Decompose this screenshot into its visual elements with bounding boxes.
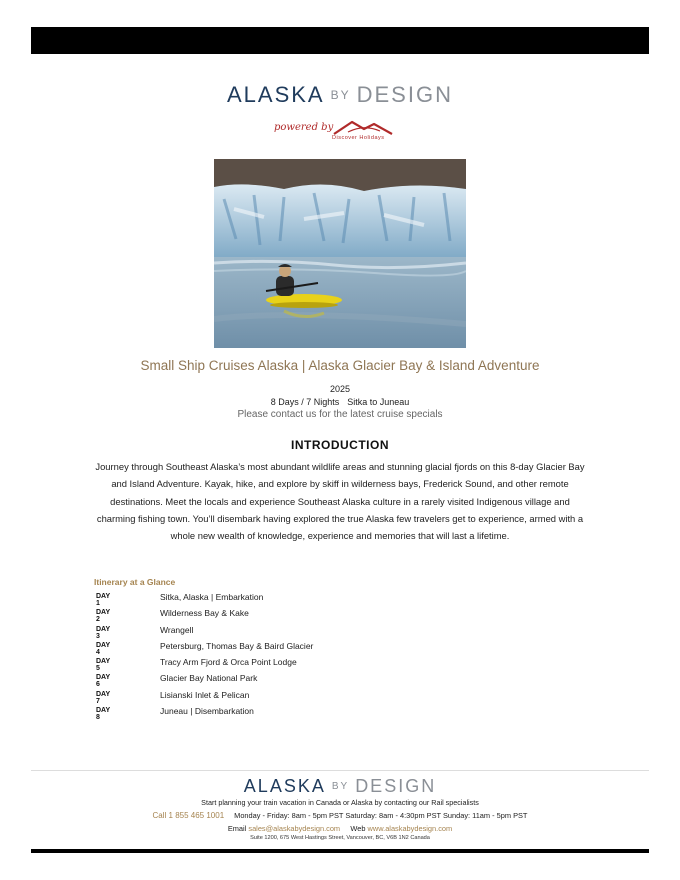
business-hours: Monday - Friday: 8am - 5pm PST Saturday: 8am - 4:30pm PST Sunday: 11am - 5pm PST (234, 811, 528, 820)
itinerary-place: Tracy Arm Fjord & Orca Point Lodge (160, 657, 297, 668)
itinerary-day: DAY 5 (96, 658, 111, 673)
top-black-bar (31, 27, 649, 54)
itinerary-day: DAY 1 (96, 593, 111, 607)
itinerary-place: Wilderness Bay & Kake (160, 608, 249, 619)
itinerary-day: DAY 2 (96, 609, 111, 624)
itinerary-day: DAY 4 (96, 641, 111, 656)
introduction-heading: INTRODUCTION (291, 438, 389, 452)
logo-by: BY (330, 88, 351, 102)
trip-summary (0, 397, 680, 407)
discover-holidays-mark-icon (330, 118, 400, 136)
itinerary-day: DAY 3 (96, 625, 111, 640)
itinerary-day: DAY 6 (96, 674, 111, 689)
itinerary-day: DAY 8 (96, 707, 111, 722)
itinerary-day: DAY 7 (96, 690, 111, 705)
web-label: Web (350, 824, 366, 833)
itinerary-place: Juneau | Disembarkation (160, 706, 254, 717)
footer-tagline: Start planning your train vacation in Canada or Alaska by contacting our Rail specialists (201, 798, 479, 807)
phone-link[interactable]: Call 1 855 465 1001 (152, 811, 225, 820)
trip-duration: 8 Days / 7 Nights (270, 397, 340, 407)
itinerary-heading: Itinerary at a Glance (94, 577, 176, 587)
footer-divider (31, 770, 649, 771)
itinerary-place: Petersburg, Thomas Bay & Baird Glacier (160, 640, 314, 651)
introduction-body: Journey through Southeast Alaska’s most abundant wildlife areas and stunning glacial fjords on this 8-day Glacier Bay and Island Adventure. Kayak, hike, and explore by skiff in wilderness bays, Frederick Sound, and other remote destinations. Meet the locals and experience Southeast Alaska culture in a rarely visited Indigenous village and charming fishing town. You’ll disembark having explored the true Alaska few travelers get to experience, armed with a whole new wealth of knowledge, experience and memories that will last a lifetime. (95, 461, 585, 542)
logo-alaska: ALASKA (227, 82, 325, 107)
powered-by-text: powered by (274, 122, 334, 133)
footer-logo-by: BY (331, 781, 350, 792)
email-link[interactable]: sales@alaskabydesign.com (248, 824, 341, 833)
email-label: Email (227, 824, 247, 833)
trip-route: Sitka to Juneau (347, 397, 410, 407)
footer-logo-design: DESIGN (355, 776, 437, 796)
itinerary-place: Wrangell (160, 624, 194, 635)
specials-note: Please contact us for the latest cruise specials (237, 409, 443, 420)
website-link[interactable]: www.alaskabydesign.com (367, 824, 453, 833)
trip-title: Small Ship Cruises Alaska | Alaska Glacier Bay & Island Adventure (140, 358, 540, 373)
logo-design: DESIGN (356, 82, 453, 107)
itinerary-place: Sitka, Alaska | Embarkation (160, 592, 264, 602)
bottom-black-bar (31, 849, 649, 853)
footer-address: Suite 1200, 675 West Hastings Street, Vancouver, BC, V6B 1N2 Canada (250, 835, 430, 841)
trip-year: 2025 (329, 384, 351, 394)
kayak-glacier-photo (214, 159, 466, 348)
footer-contact-hours (0, 811, 680, 820)
partner-name: Discover Holidays (332, 135, 385, 141)
alaska-by-design-logo (0, 82, 680, 108)
powered-by-logo (270, 118, 410, 146)
footer-email-web (0, 824, 680, 833)
footer-logo (0, 776, 680, 797)
footer-logo-alaska: ALASKA (243, 776, 326, 796)
itinerary-place: Lisianski Inlet & Pelican (160, 689, 250, 700)
itinerary-place: Glacier Bay National Park (160, 673, 258, 684)
